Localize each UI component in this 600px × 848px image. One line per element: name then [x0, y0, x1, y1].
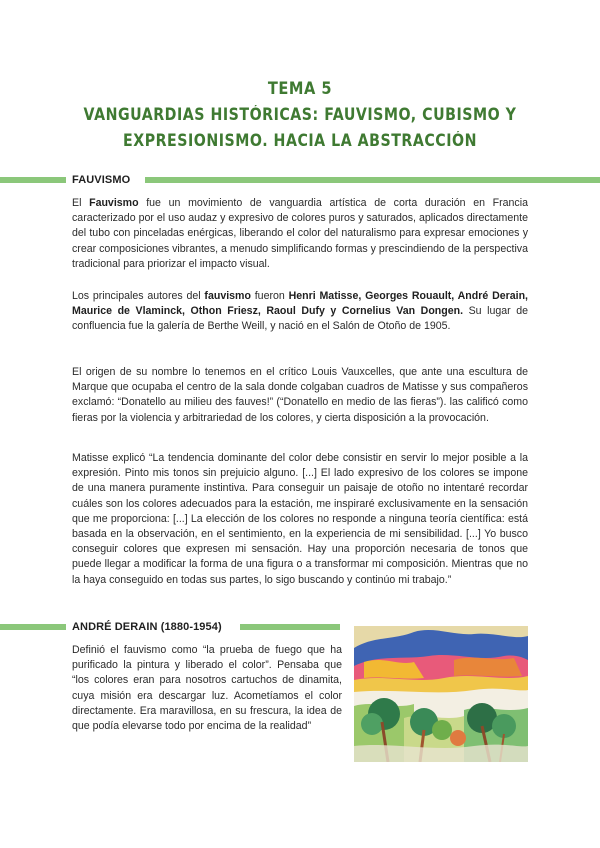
- paragraph-matisse-quote: Matisse explicó “La tendencia dominante del color debe consistir en servir lo mejor posible a la expresión. Pinto mis tonos sin prejuicio alguno. [...] El lado expresivo de los colores se impone de una manera puramente instintiva. Para conseguir un paisaje de otoño no intentaré recordar cuáles son los colores adecuados para la estación, me inspiraré exclusivamente en la sensación que me proporciona: [...] La elección de los colores no responde a ninguna teoría científica: está basada en la observación, en el sentimiento, en la experiencia de mi sensibilidad. [...] Yo busco conseguir colores que expresen mi sensación. Hay una proporción necesaria de tonos que puede llegar a modificar la forma de una figura o a transformar mi composición. Mientras que no la haya conseguido en todas sus partes, lo sigo buscando y continúo mi trabajo.”: [72, 452, 528, 586]
- page-title: [0, 76, 600, 154]
- paragraph-fauvismo-intro: El Fauvismo fue un movimiento de vanguardia artística de corta duración en Francia caracterizado por el uso audaz y expresivo de colores puros y saturados, aplicados directamente del tubo con pinceladas enérgicas, liberando el color del naturalismo para expresar emociones y crear composiciones vibrantes, a menudo simplificando formas y prescindiendo de la perspectiva tradicional para priorizar el impacto visual.: [72, 197, 528, 270]
- title-line-3: EXPRESIONISMO. HACIA LA ABSTRACCIÓN: [123, 131, 477, 150]
- section-heading-fauvismo: [0, 172, 600, 188]
- heading-bar-right: [240, 624, 340, 630]
- title-line-1: TEMA 5: [267, 79, 333, 99]
- section-heading-label: FAUVISMO: [72, 174, 131, 186]
- painting-image: [354, 626, 528, 762]
- section-heading-label: ANDRÉ DERAIN (1880-1954): [72, 621, 222, 633]
- derain-landscape-painting: [354, 626, 528, 762]
- title-line-2: VANGUARDIAS HISTÓRICAS: FAUVISMO, CUBISMO Y: [83, 105, 517, 124]
- paragraph-derain: Definió el fauvismo como “la prueba de fuego que ha purificado la pintura y liberado el color”. Pensaba que “los colores eran para nosotros cartuchos de dinamita, cuya misión era descargar luz. Acometíamos el color directamente. Era maravillosa, en su frescura, la idea de que podía elevarse todo por encima de la realidad”: [72, 644, 342, 733]
- heading-bar-left: [0, 624, 66, 630]
- paragraph-fauvismo-authors: Los principales autores del fauvismo fueron Henri Matisse, Georges Rouault, André Derain, Maurice de Vlaminck, Othon Friesz, Raoul Dufy y Cornelius Van Dongen. Su lugar de confluencia fue la galería de Berthe Weill, y nació en el Salón de Otoño de 1905.: [72, 290, 528, 333]
- heading-bar-right: [145, 177, 600, 183]
- heading-bar-left: [0, 177, 66, 183]
- paragraph-fauvismo-name-origin: El origen de su nombre lo tenemos en el crítico Louis Vauxcelles, que ante una escultura de Marque que ocupaba el centro de la sala donde colgaban cuadros de Matisse y sus compañeros exclamó: “Donatello au milieu des fauves!” (“Donatello en medio de las fieras”). las calificó como fieras por la violencia y arbitrariedad de los colores, y cierta disposición a la provocación.: [72, 366, 528, 424]
